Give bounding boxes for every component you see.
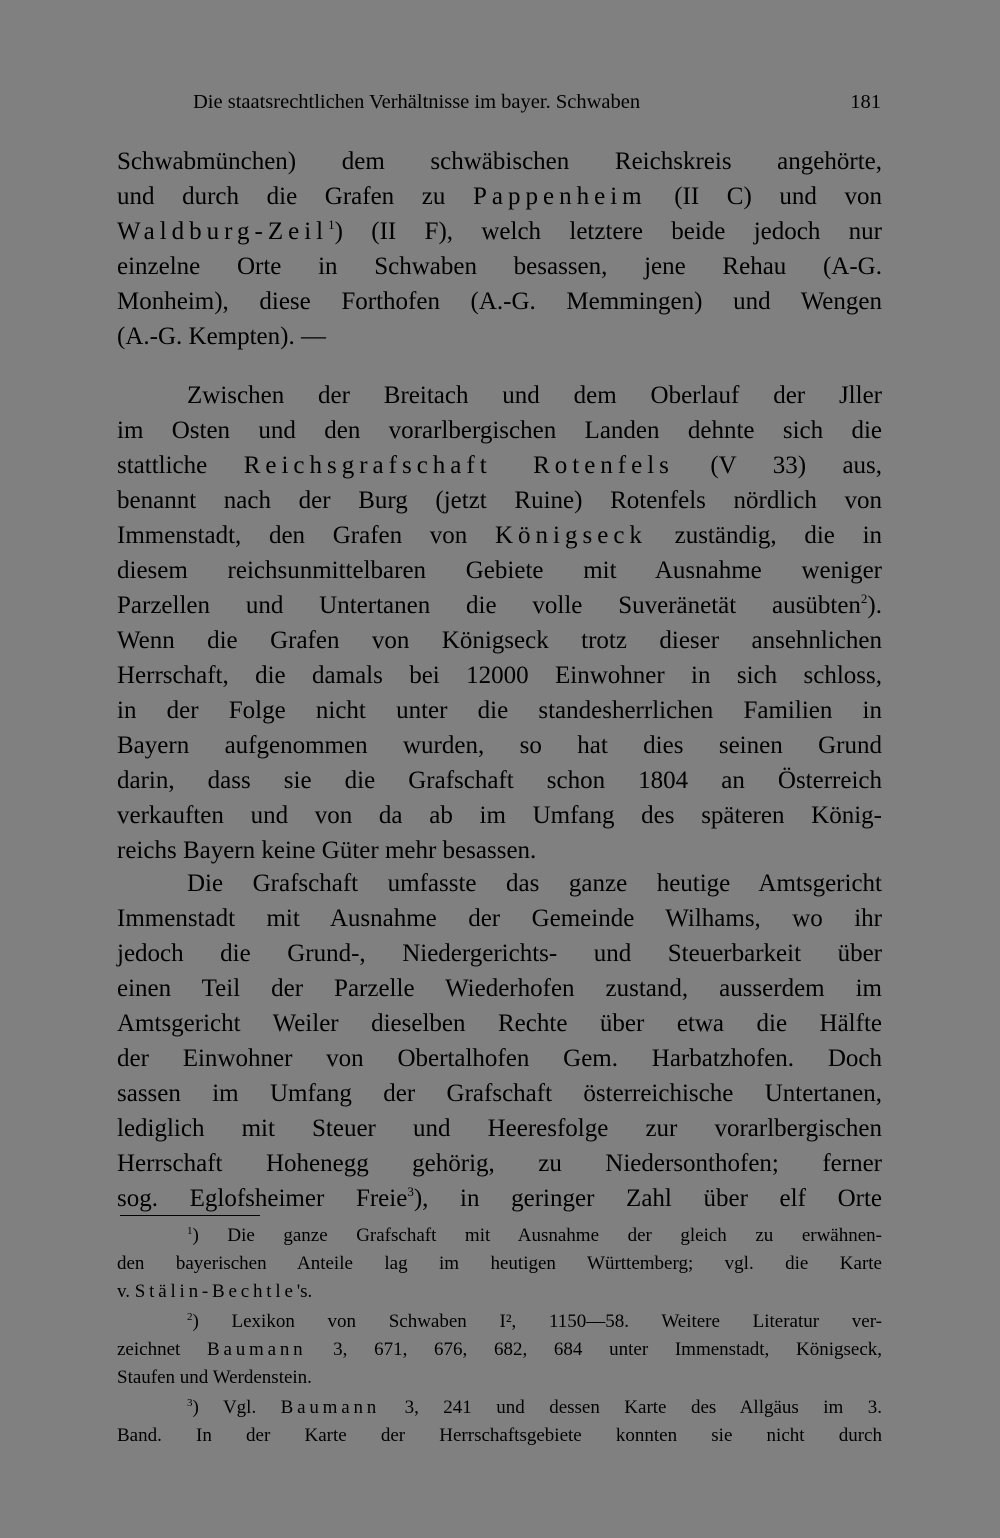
footnote-mark: 2 (187, 1311, 193, 1323)
text-span: reichs Bayern keine Güter mehr besassen. (117, 837, 537, 864)
text-span: verkauften und von da ab im Umfang des späteren König- (117, 802, 882, 829)
text-span: stattliche (117, 452, 208, 479)
text-line (117, 214, 882, 249)
spaced-name: Stälin-Bechtle (134, 1281, 297, 1302)
page-header (193, 88, 881, 116)
text-span: sog. Eglofsheimer Freie (117, 1185, 408, 1212)
text-span: lediglich mit Steuer und Heeresfolge zur vorarlbergischen (117, 1115, 882, 1142)
footnote-line (187, 1222, 882, 1250)
footnote-line (117, 1250, 882, 1278)
text-span: ) (II F), welch letztere beide jedoch nur (334, 218, 882, 245)
text-line (117, 971, 882, 1006)
text-span: (II C) und von (674, 183, 882, 210)
text-span: Monheim), diese Forthofen (A.-G. Memmingen) und Wengen (117, 288, 882, 315)
text-line (117, 693, 882, 728)
text-line (117, 1146, 882, 1181)
text-span: (A.-G. Kempten). — (117, 323, 326, 350)
footnote-line (117, 1336, 882, 1364)
text-span: einzelne Orte in Schwaben besassen, jene Rehau (A-G. (117, 253, 882, 280)
text-span: Staufen und Werdenstein. (117, 1367, 312, 1388)
text-span: Wenn die Grafen von Königseck trotz dieser ansehnlichen (117, 627, 882, 654)
text-span: ). (867, 592, 882, 619)
text-line (187, 866, 882, 901)
text-line (117, 763, 882, 798)
text-line (117, 901, 882, 936)
text-line (117, 553, 882, 588)
text-span: Parzellen und Untertanen die volle Suveränetät ausübten (117, 592, 861, 619)
text-line (117, 319, 882, 354)
text-span: Herrschaft Hohenegg gehörig, zu Niedersonthofen; ferner (117, 1150, 882, 1177)
text-line (117, 413, 882, 448)
spaced-name: Waldburg-Zeil (117, 218, 329, 245)
text-span: sassen im Umfang der Grafschaft österreichische Untertanen, (117, 1080, 882, 1107)
text-line (117, 1111, 882, 1146)
text-span: Die Grafschaft umfasste das ganze heutige Amtsgericht (187, 870, 882, 897)
footnote-ref: 3 (407, 1184, 414, 1199)
spaced-name: Baumann (280, 1397, 381, 1418)
text-line (187, 378, 882, 413)
text-line (117, 658, 882, 693)
text-span: Bayern aufgenommen wurden, so hat dies seinen Grund (117, 732, 882, 759)
text-line (117, 518, 882, 553)
footnote-mark: 3 (187, 1397, 193, 1409)
text-line (117, 1041, 882, 1076)
spaced-name: Königseck (495, 522, 647, 549)
text-span: zuständig, die in (674, 522, 883, 549)
text-span: einen Teil der Parzelle Wiederhofen zustand, ausserdem im (117, 975, 882, 1002)
text-line (117, 1181, 882, 1216)
text-span: der Einwohner von Obertalhofen Gem. Harbatzhofen. Doch (117, 1045, 882, 1072)
text-line (117, 144, 882, 179)
text-line (117, 833, 882, 868)
text-span: diesem reichsunmittelbaren Gebiete mit Ausnahme weniger (117, 557, 882, 584)
spaced-name: Pappenheim (473, 183, 647, 210)
text-span: ) Vgl. (192, 1397, 257, 1418)
text-span: Zwischen der Breitach und dem Oberlauf der Jller (187, 382, 882, 409)
text-span: Band. In der Karte der Herrschaftsgebiete konnten sie nicht durch (117, 1425, 882, 1446)
spaced-name: Reichsgrafschaft Rotenfels (243, 452, 674, 479)
text-line (117, 798, 882, 833)
footnote-divider (120, 1215, 260, 1216)
text-line (117, 936, 882, 971)
text-line (117, 1076, 882, 1111)
text-span: ) Lexikon von Schwaben I², 1150—58. Weitere Literatur ver- (192, 1311, 882, 1332)
text-span: Herrschaft, die damals bei 12000 Einwohner in sich schloss, (117, 662, 882, 689)
text-span: Amtsgericht Weiler dieselben Rechte über etwa die Hälfte (117, 1010, 882, 1037)
text-line (117, 179, 882, 214)
text-line (117, 728, 882, 763)
footnote-line (117, 1278, 882, 1306)
running-title: Die staatsrechtlichen Verhältnisse im bayer. Schwaben (193, 91, 641, 113)
text-span: 's. (296, 1281, 313, 1302)
footnote-line (117, 1422, 882, 1450)
text-span: darin, dass sie die Grafschaft schon 1804 an Österreich (117, 767, 882, 794)
spaced-name: Baumann (207, 1339, 307, 1360)
footnote-line (117, 1364, 882, 1392)
text-line (117, 448, 882, 483)
text-line (117, 284, 882, 319)
text-span: den bayerischen Anteile lag im heutigen Württemberg; vgl. die Karte (117, 1253, 882, 1274)
text-span: (V 33) aus, (710, 452, 883, 479)
text-span: Immenstadt mit Ausnahme der Gemeinde Wilhams, wo ihr (117, 905, 882, 932)
text-span: im Osten und den vorarlbergischen Landen dehnte sich die (117, 417, 882, 444)
footnote-ref: 1 (328, 217, 335, 232)
footnote-mark: 1 (187, 1225, 193, 1237)
text-span: Schwabmünchen) dem schwäbischen Reichskreis angehörte, (117, 148, 882, 175)
footnote-line (187, 1394, 882, 1422)
text-span: Immenstadt, den Grafen von (117, 522, 468, 549)
text-span: und durch die Grafen zu (117, 183, 446, 210)
text-line (117, 483, 882, 518)
text-line (117, 249, 882, 284)
footnote-ref: 2 (860, 591, 868, 606)
text-span: zeichnet (117, 1339, 181, 1360)
text-span: v. (117, 1281, 131, 1302)
text-span: jedoch die Grund-, Niedergerichts- und Steuerbarkeit über (117, 940, 882, 967)
page-number: 181 (850, 91, 881, 113)
text-line (117, 1006, 882, 1041)
text-span: ), in geringer Zahl über elf Orte (413, 1185, 882, 1212)
footnote-line (187, 1308, 882, 1336)
text-span: 3, 241 und dessen Karte des Allgäus im 3. (404, 1397, 883, 1418)
text-span: ) Die ganze Grafschaft mit Ausnahme der gleich zu erwähnen- (192, 1225, 882, 1246)
text-span: benannt nach der Burg (jetzt Ruine) Rotenfels nördlich von (117, 487, 882, 514)
text-span: in der Folge nicht unter die standesherrlichen Familien in (117, 697, 882, 724)
text-span: 3, 671, 676, 682, 684 unter Immenstadt, Königseck, (333, 1339, 883, 1360)
text-line (117, 623, 882, 658)
text-line (117, 588, 882, 623)
